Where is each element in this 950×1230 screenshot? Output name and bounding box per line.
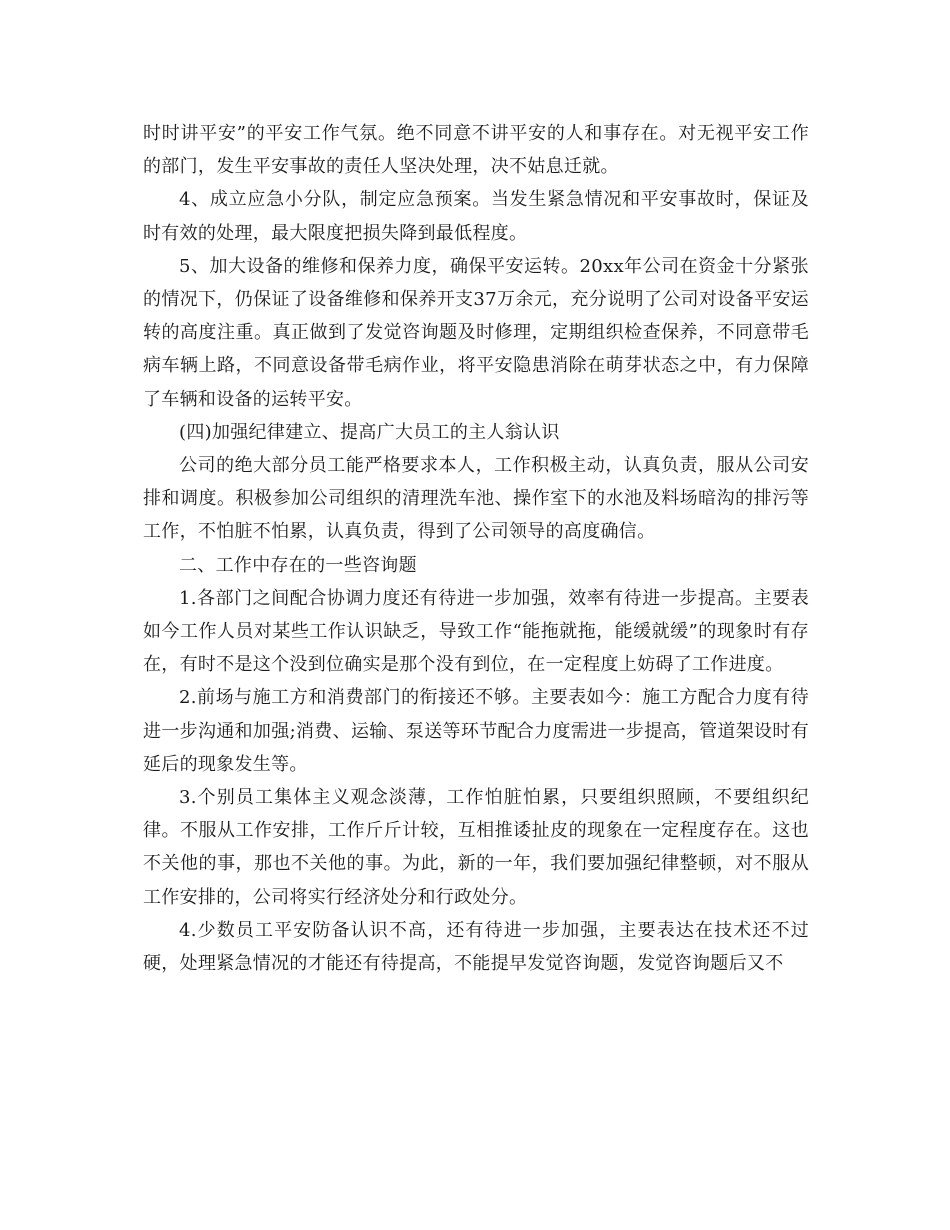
paragraph-item-4: 4、成立应急小分队，制定应急预案。当发生紧急情况和平安事故时，保证及时有效的处理，最大限度把损失降到最低程度。 (143, 189, 809, 244)
paragraph-problem-2: 2.前场与施工方和消费部门的衔接还不够。主要表如今：施工方配合力度有待进一步沟通和加强;消费、运输、泵送等环节配合力度需进一步提高，管道架设时有延后的现象发生等。 (143, 687, 809, 775)
paragraph-continuation: 时时讲平安”的平安工作气氛。绝不同意不讲平安的人和事存在。对无视平安工作的部门，发生平安事故的责任人坚决处理，决不姑息迁就。 (143, 123, 809, 178)
paragraph-item-5: 5、加大设备的维修和保养力度，确保平安运转。20xx年公司在资金十分紧张的情况下，仍保证了设备维修和保养开支37万余元，充分说明了公司对设备平安运转的高度注重。真正做到了发觉咨询题及时修理，定期组织检查保养，不同意带毛病车辆上路，不同意设备带毛病作业，将平安隐患消除在萌芽状态之中，有力保障了车辆和设备的运转平安。 (143, 255, 809, 410)
paragraph-problem-4: 4.少数员工平安防备认识不高，还有待进一步加强，主要表达在技术还不过硬，处理紧急情况的才能还有待提高，不能提早发觉咨询题，发觉咨询题后又不 (143, 919, 809, 975)
section-heading-4: (四)加强纪律建立、提高广大员工的主人翁认识 (179, 421, 560, 443)
paragraph-discipline: 公司的绝大部分员工能严格要求本人，工作积极主动，认真负责，服从公司安排和调度。积极参加公司组织的清理洗车池、操作室下的水池及料场暗沟的排污等工作，不怕脏不怕累，认真负责，得到了公司领导的高度确信。 (143, 455, 809, 543)
section-heading-problems: 二、工作中存在的一些咨询题 (179, 554, 417, 576)
document-body (143, 117, 809, 980)
paragraph-problem-3: 3.个别员工集体主义观念淡薄，工作怕脏怕累，只要组织照顾，不要组织纪律。不服从工作安排，工作斤斤计较，互相推诿扯皮的现象在一定程度存在。这也不关他的事，那也不关他的事。为此，新的一年，我们要加强纪律整顿，对不服从工作安排的，公司将实行经济处分和行政处分。 (143, 787, 809, 908)
paragraph-problem-1: 1.各部门之间配合协调力度还有待进一步加强，效率有待进一步提高。主要表如今工作人员对某些工作认识缺乏，导致工作“能拖就拖，能缓就缓”的现象时有存在，有时不是这个没到位确实是那个没有到位，在一定程度上妨碍了工作进度。 (143, 587, 809, 676)
